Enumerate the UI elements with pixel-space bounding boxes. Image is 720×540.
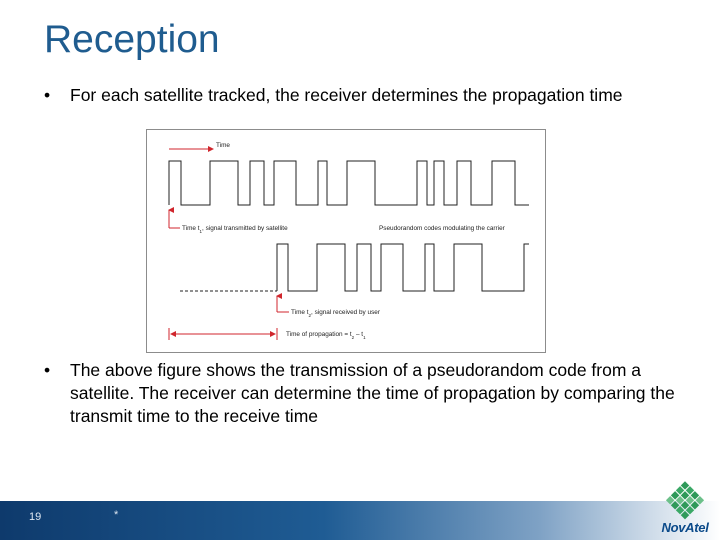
bullet-dot: • [44, 85, 51, 105]
received-code-waveform [277, 244, 529, 291]
novatel-logo [655, 481, 715, 535]
bullet-text: For each satellite tracked, the receiver determines the propagation time [70, 85, 623, 105]
signal-diagram [147, 130, 545, 352]
t1-label: Time $t_1$, signal transmitted by satellite [182, 225, 288, 234]
codes-label: Pseudorandom codes modulating the carrier [379, 225, 505, 232]
propagation-label: Time of propagation = $t_2 - t_1$ [286, 331, 366, 340]
bullet-figure-explanation [44, 359, 684, 428]
bullet-propagation-time [44, 84, 684, 107]
pseudorandom-code-figure [146, 129, 546, 353]
transmitted-code-waveform [169, 161, 529, 205]
time-label: Time [216, 142, 230, 149]
footer-star: * [114, 509, 119, 521]
footer-band [0, 501, 720, 540]
bullet-dot: • [44, 360, 51, 380]
slide-number: 19 [29, 511, 42, 523]
t2-label: Time $t_2$, signal received by user [291, 309, 380, 318]
logo-diamond-icon [655, 481, 715, 521]
bullet-text: The above figure shows the transmission of a pseudorandom code from a satellite. The receiver can determine the time of propagation by comparing the transmit time to the receive time [70, 360, 675, 426]
logo-text: NovAtel [661, 520, 709, 535]
slide-title: Reception [44, 18, 220, 61]
